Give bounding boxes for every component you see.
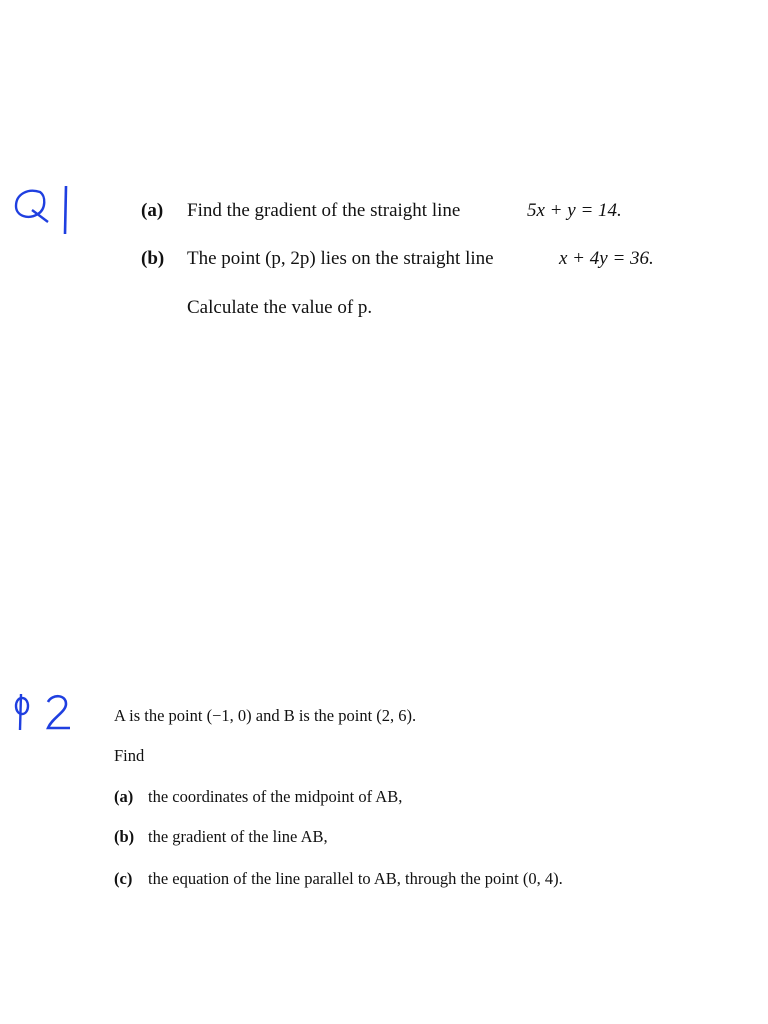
q2-intro: A is the point (−1, 0) and B is the point (2, 6). xyxy=(114,706,417,725)
q2-handwritten-marker xyxy=(8,690,78,738)
q2-find: Find xyxy=(114,746,145,765)
q1-part-a-equation: 5x + y = 14. xyxy=(527,200,622,221)
q2-part-c-text: the equation of the line parallel to AB, through the point (0, 4). xyxy=(148,869,563,888)
q1-handwritten-marker xyxy=(10,182,80,238)
q2-part-c-label: (c) xyxy=(114,869,133,888)
q1-part-a-label: (a) xyxy=(141,200,164,221)
q1-part-b-text: The point (p, 2p) lies on the straight line xyxy=(187,248,494,269)
q1-part-b-label: (b) xyxy=(141,248,165,269)
q1-part-a-text: Find the gradient of the straight line xyxy=(187,200,461,221)
q2-part-a-text: the coordinates of the midpoint of AB, xyxy=(148,787,403,806)
q1-part-b-followup: Calculate the value of p. xyxy=(187,297,373,318)
q2-part-a-label: (a) xyxy=(114,787,134,806)
q2-part-b-label: (b) xyxy=(114,827,135,846)
q1-part-b-equation: x + 4y = 36. xyxy=(559,248,654,269)
q2-part-b-text: the gradient of the line AB, xyxy=(148,827,328,846)
